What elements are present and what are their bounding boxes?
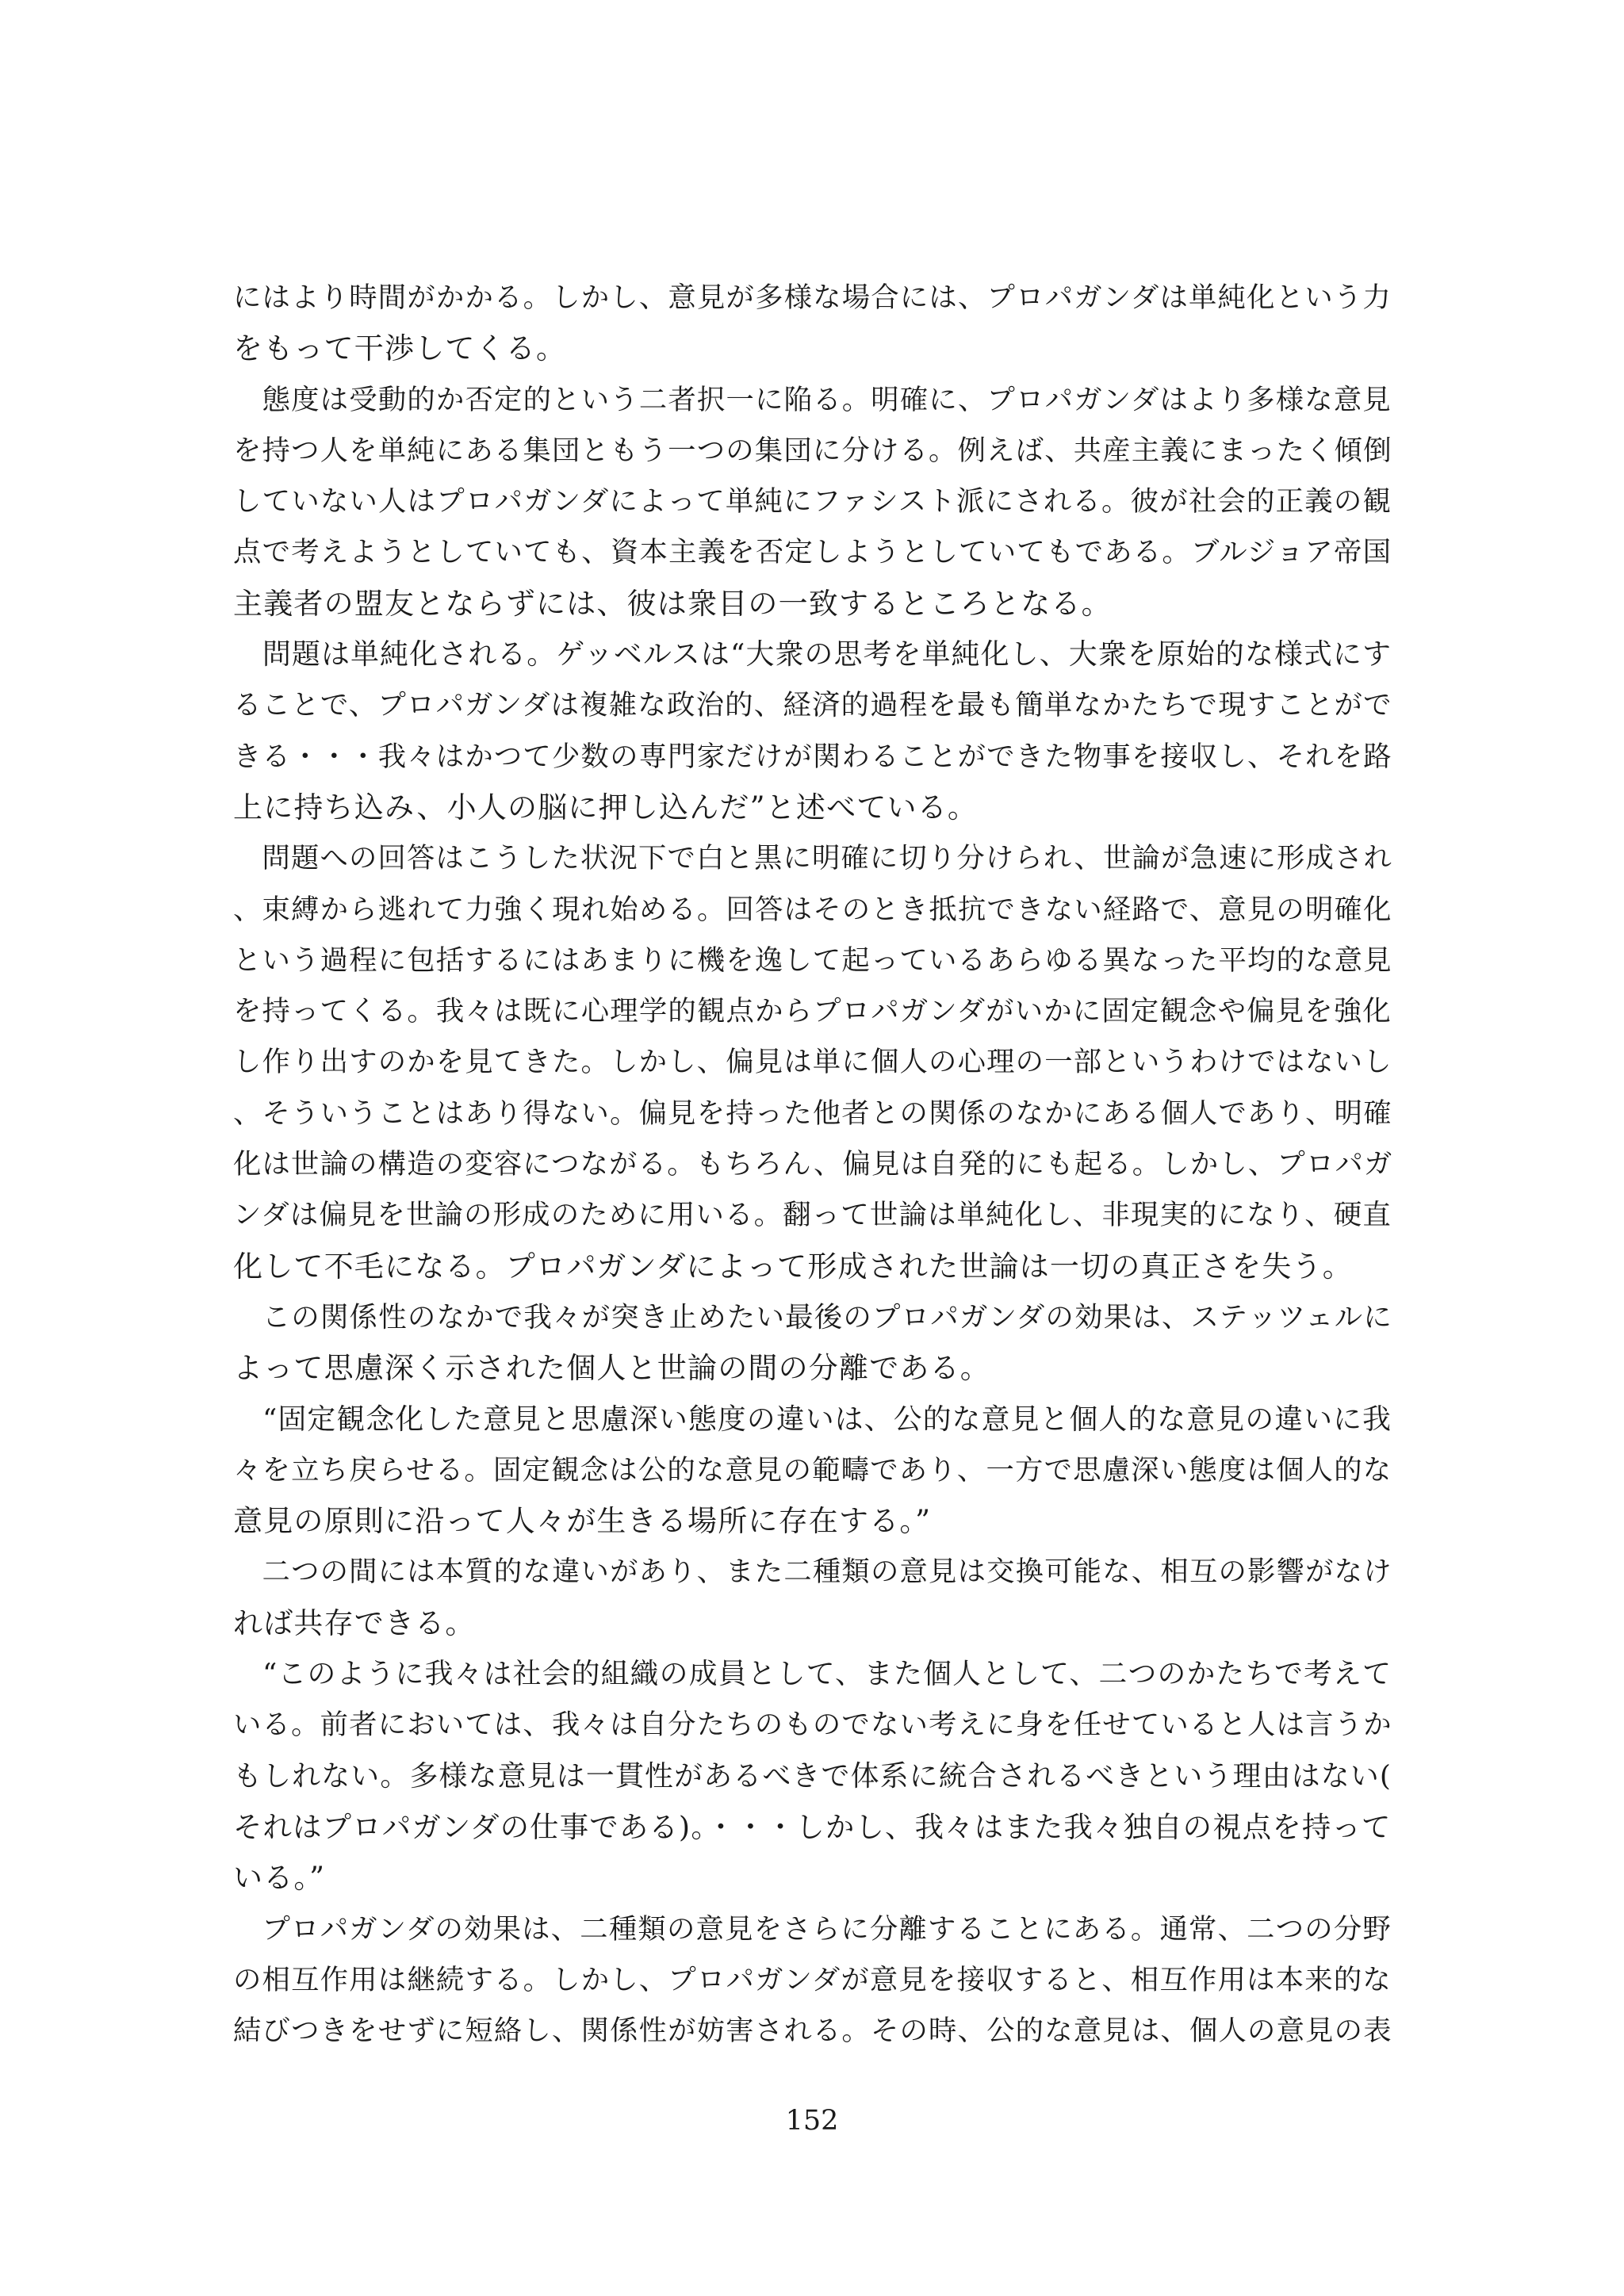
text-line: それはプロパガンダの仕事である)。・・・しかし、我々はまた我々独自の視点を持って xyxy=(233,1809,1392,1844)
text-line: よって思慮深く示された個人と世論の間の分離である。 xyxy=(233,1351,990,1386)
page-number: 152 xyxy=(785,2105,839,2137)
text-line: プロパガンダの効果は、二種類の意見をさらに分離することにある。通常、二つの分野 xyxy=(233,1912,1392,1946)
text-line: いる。” xyxy=(233,1861,326,1896)
text-line: 上に持ち込み、小人の脳に押し込んだ”と述べている。 xyxy=(233,790,979,825)
text-line: いる。前者においては、我々は自分たちのものでない考えに身を任せていると人は言うか xyxy=(233,1709,1392,1742)
text-line: 、束縛から逃れて力強く現れ始める。回答はそのとき抵抗できない経路で、意見の明確化 xyxy=(233,893,1392,926)
text-line: を持つ人を単純にある集団ともう一つの集団に分ける。例えば、共産主義にまったく傾倒 xyxy=(233,434,1392,467)
text-line: 結びつきをせずに短絡し、関係性が妨害される。その時、公的な意見は、個人の意見の表 xyxy=(233,2015,1392,2048)
text-line: 態度は受動的か否定的という二者択一に陥る。明確に、プロパガンダはより多様な意見 xyxy=(233,383,1392,416)
text-line: 化は世論の構造の変容につながる。もちろん、偏見は自発的にも起る。しかし、プロパガ xyxy=(233,1148,1393,1181)
text-line: 点で考えようとしていても、資本主義を否定しようとしていてもである。ブルジョア帝国 xyxy=(233,536,1392,569)
text-line: という過程に包括するにはあまりに機を逸して起っているあらゆる異なった平均的な意見 xyxy=(233,943,1392,977)
text-line: ンダは偏見を世論の形成のために用いる。翻って世論は単純化し、非現実的になり、硬直 xyxy=(233,1199,1392,1232)
text-line: ることで、プロパガンダは複雑な政治的、経済的過程を最も簡単なかたちで現すことがで xyxy=(233,689,1392,722)
text-line: 問題は単純化される。ゲッベルスは“大衆の思考を単純化し、大衆を原始的な様式にす xyxy=(233,638,1392,672)
text-line: していない人はプロパガンダによって単純にファシスト派にされる。彼が社会的正義の観 xyxy=(233,485,1392,519)
text-line: この関係性のなかで我々が突き止めたい最後のプロパガンダの効果は、ステッツェルに xyxy=(233,1300,1392,1334)
text-line: を持ってくる。我々は既に心理学的観点からプロパガンダがいかに固定観念や偏見を強化 xyxy=(233,995,1392,1028)
text-line: 化して不毛になる。プロパガンダによって形成された世論は一切の真正さを失う。 xyxy=(233,1249,1353,1284)
text-line: “このように我々は社会的組織の成員として、また個人として、二つのかたちで考えて xyxy=(233,1658,1392,1691)
text-line: きる・・・我々はかつて少数の専門家だけが関わることができた物事を接収し、それを路 xyxy=(233,740,1392,773)
text-line: 二つの間には本質的な違いがあり、また二種類の意見は交換可能な、相互の影響がなけ xyxy=(233,1556,1392,1589)
text-line: をもって干渉してくる。 xyxy=(233,331,567,366)
text-line: 、そういうことはあり得ない。偏見を持った他者との関係のなかにある個人であり、明確 xyxy=(233,1096,1392,1130)
text-line: にはより時間がかかる。しかし、意見が多様な場合には、プロパガンダは単純化という力 xyxy=(233,281,1392,314)
text-line: の相互作用は継続する。しかし、プロパガンダが意見を接収すると、相互作用は本来的な xyxy=(233,1963,1392,1996)
text-line: 々を立ち戻らせる。固定観念は公的な意見の範疇であり、一方で思慮深い態度は個人的な xyxy=(233,1453,1392,1487)
text-line: 意見の原則に沿って人々が生きる場所に存在する。” xyxy=(233,1504,932,1539)
text-line: れば共存できる。 xyxy=(233,1605,476,1640)
text-line: 主義者の盟友とならずには、彼は衆目の一致するところとなる。 xyxy=(233,586,1112,621)
text-line: もしれない。多様な意見は一貫性があるべきで体系に統合されるべきという理由はない( xyxy=(233,1759,1392,1793)
text-line: 問題への回答はこうした状況下で白と黒に明確に切り分けられ、世論が急速に形成され xyxy=(233,842,1392,875)
body-text xyxy=(233,273,1391,2057)
text-line: し作り出すのかを見てきた。しかし、偏見は単に個人の心理の一部というわけではないし xyxy=(233,1046,1392,1079)
text-line: “固定観念化した意見と思慮深い態度の違いは、公的な意見と個人的な意見の違いに我 xyxy=(233,1402,1392,1436)
